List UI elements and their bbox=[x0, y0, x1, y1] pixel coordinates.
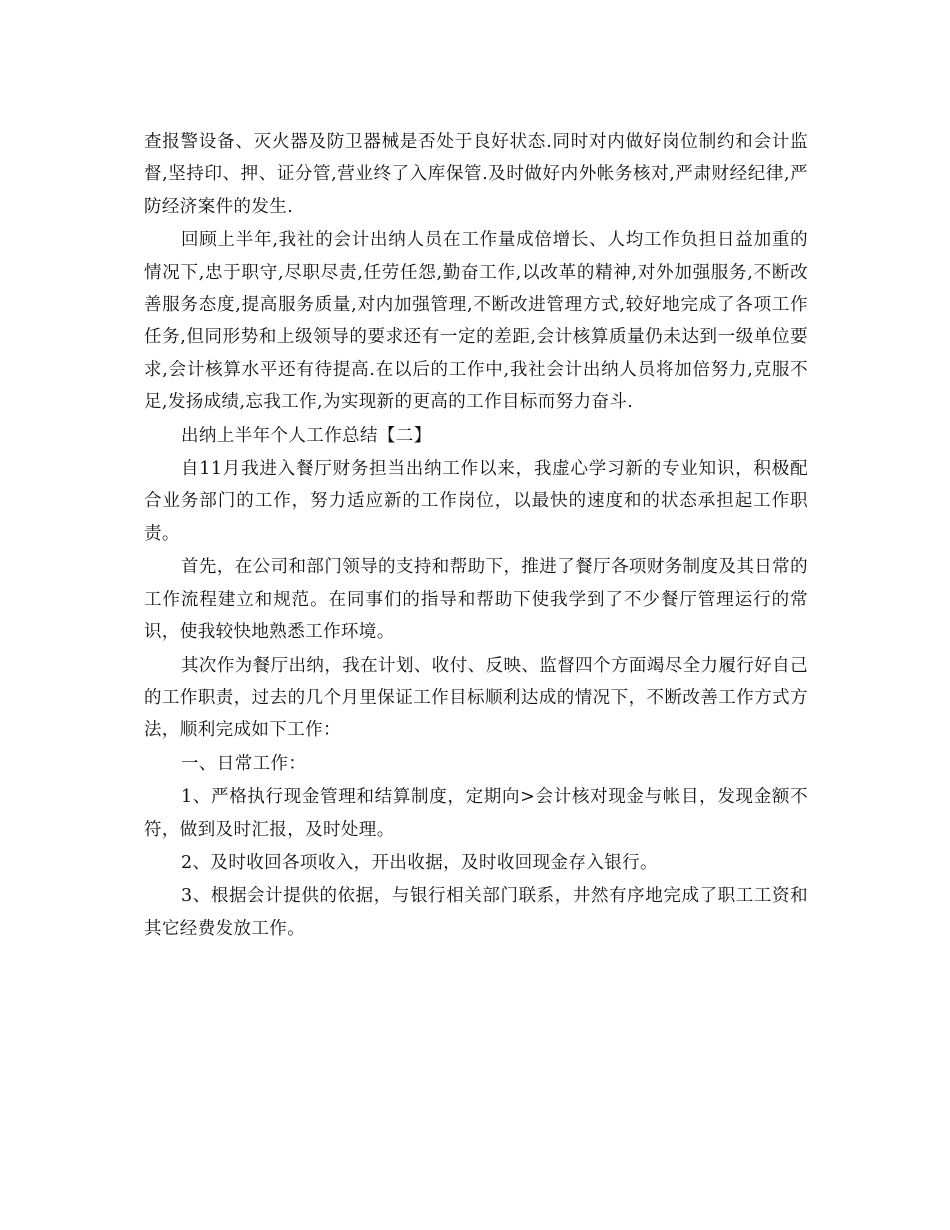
paragraph-intro: 自11月我进入餐厅财务担当出纳工作以来，我虚心学习新的专业知识，积极配合业务部门的工作，努力适应新的工作岗位，以最快的速度和的状态承担起工作职责。 bbox=[144, 459, 808, 544]
list-item-1: 1、严格执行现金管理和结算制度，定期向>会计核对现金与帐目，发现金额不符，做到及时汇报，及时处理。 bbox=[144, 787, 808, 840]
list-heading-daily-work: 一、日常工作： bbox=[181, 753, 307, 774]
paragraph-half-year-review: 回顾上半年,我社的会计出纳人员在工作量成倍增长、人均工作负担日益加重的情况下,忠于职守,尽职尽责,任劳任怨,勤奋工作,以改革的精神,对外加强服务,不断改善服务态度,提高服务质量,对内加强管理,不断改进管理方式,较好地完成了各项工作任务,但同形势和上级领导的要求还有一定的差距,会计核算质量仍未达到一级单位要求,会计核算水平还有待提高.在以后的工作中,我社会计出纳人员将加倍努力,克服不足,发扬成绩,忘我工作,为实现新的更高的工作目标而努力奋斗. bbox=[144, 230, 808, 413]
list-item-2: 2、及时收回各项收入，开出收据，及时收回现金存入银行。 bbox=[181, 852, 658, 873]
paragraph-security-check: 查报警设备、灭火器及防卫器械是否处于良好状态.同时对内做好岗位制约和会计监督,坚持印、押、证分管,营业终了入库保管.及时做好内外帐务核对,严肃财经纪律,严防经济案件的发生. bbox=[144, 132, 808, 217]
paragraph-first: 首先，在公司和部门领导的支持和帮助下，推进了餐厅各项财务制度及其日常的工作流程建立和规范。在同事们的指导和帮助下使我学到了不少餐厅管理运行的常识，使我较快地熟悉工作环境。 bbox=[144, 557, 808, 643]
section-heading: 出纳上半年个人工作总结【二】 bbox=[181, 425, 432, 446]
paragraph-second: 其次作为餐厅出纳，我在计划、收付、反映、监督四个方面竭尽全力履行好自己的工作职责，过去的几个月里保证工作目标顺利达成的情况下，不断改善工作方式方法，顺利完成如下工作： bbox=[144, 655, 808, 741]
list-item-3: 3、根据会计提供的依据，与银行相关部门联系，井然有序地完成了职工工资和其它经费发放工作。 bbox=[144, 886, 808, 939]
